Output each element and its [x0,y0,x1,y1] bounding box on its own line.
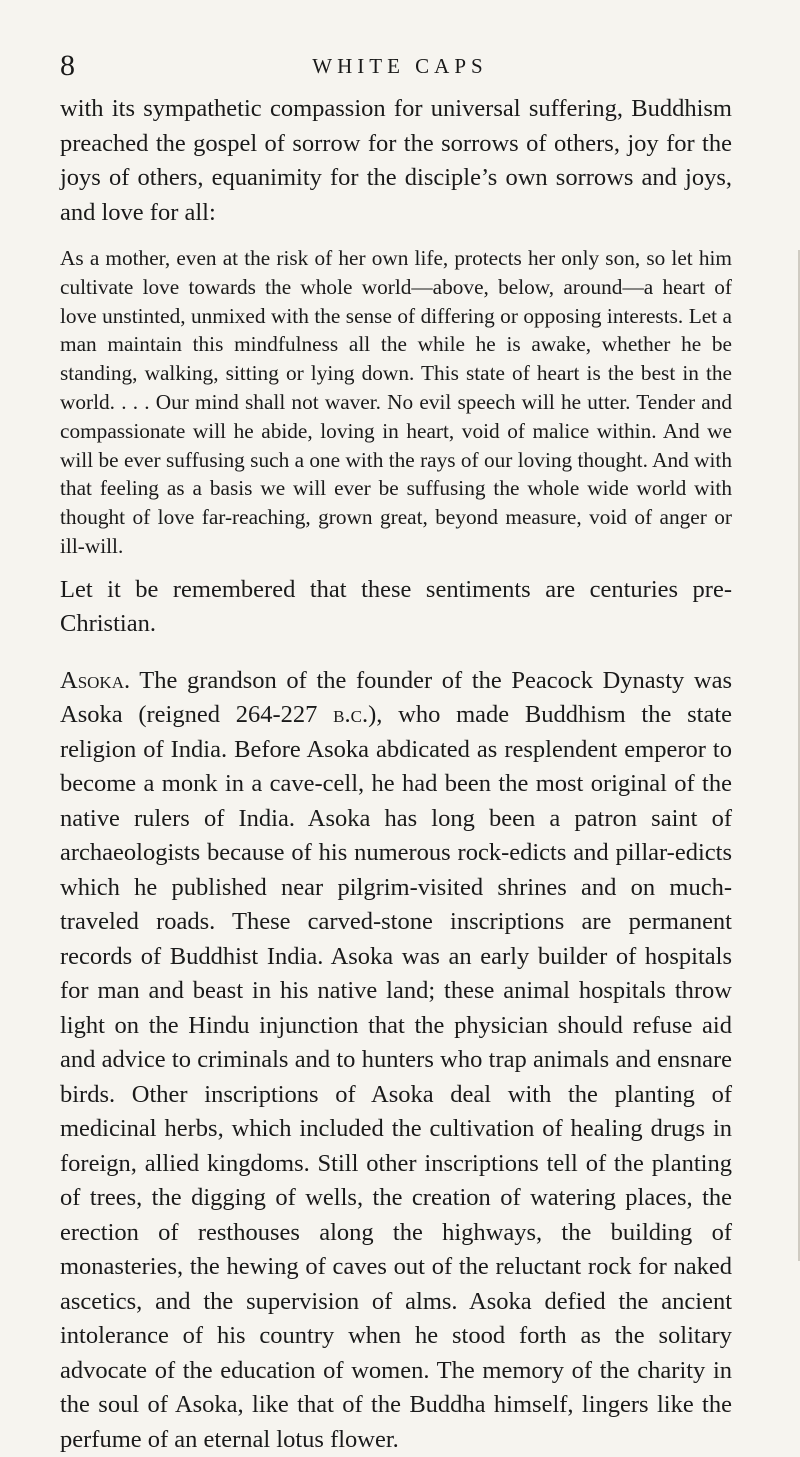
page-number: 8 [60,49,75,82]
asoka-text-rest: ), who made Buddhism the state religion of India. Before Asoka abdicated as resplendent emperor to become a monk in a cave-cell, he had been the most original of the native rulers of India. Asoka has long been a patron saint of archaeologists because of his numerous rock-edicts and pillar-edicts which he published near pilgrim-visited shrines and on much-traveled roads. These carved-stone inscriptions are permanent records of Buddhist India. Asoka was an early builder of hospitals for man and beast in his native land; these animal hospitals throw light on the Hindu injunction that the physician should refuse aid and advice to criminals and to hunters who trap animals and ensnare birds. Other inscriptions of Asoka deal with the planting of medicinal herbs, which included the cultivation of healing drugs in foreign, allied kingdoms. Still other inscriptions tell of the planting of trees, the digging of wells, the creation of watering places, the erection of resthouses along the highways, the building of monasteries, the hewing of caves out of the reluctant rock for naked ascetics, and the supervision of alms. Asoka defied the ancient intolerance of his country when he stood forth as the solitary advocate of the education of women. The memory of the charity in the soul of Asoka, like that of the Buddha himself, lingers like the perfume of an eternal lotus flower. [60,701,732,1453]
asoka-paragraph [60,664,732,1457]
page-header [60,46,740,86]
intro-paragraph: with its sympathetic compassion for universal suffering, Buddhism preached the gospel of sorrow for the sorrows of others, joy for the joys of others, equanimity for the disciple’s own sorrows and joys, and love for all: [60,95,732,226]
section-heading: Asoka. [60,666,131,694]
era-abbreviation: b.c. [333,701,369,729]
page-body [60,92,732,1457]
block-quote: As a mother, even at the risk of her own life, protects her only son, so let him cultivate love towards the whole world—above, below, around—a heart of love unstinted, unmixed with the sense of differing or opposing interests. Let a man maintain this mindfulness all the while he is awake, whether he be standing, walking, sitting or lying down. This state of heart is the best in the world. . . . Our mind shall not waver. No evil speech will he utter. Tender and compassionate will he abide, loving in heart, void of malice within. And we will be ever suffusing such a one with the rays of our loving thought. And with that feeling as a basis we will ever be suffusing the whole wide world with thought of love far-reaching, grown great, beyond measure, void of anger or ill-will. [60,246,732,558]
remember-paragraph: Let it be remembered that these sentiments are centuries pre-Christian. [60,575,732,638]
running-head: WHITE CAPS [312,54,488,78]
asoka-text-start: The grandson of the founder of the Peacock Dynasty was Asoka (reigned 264-227 [60,666,732,729]
